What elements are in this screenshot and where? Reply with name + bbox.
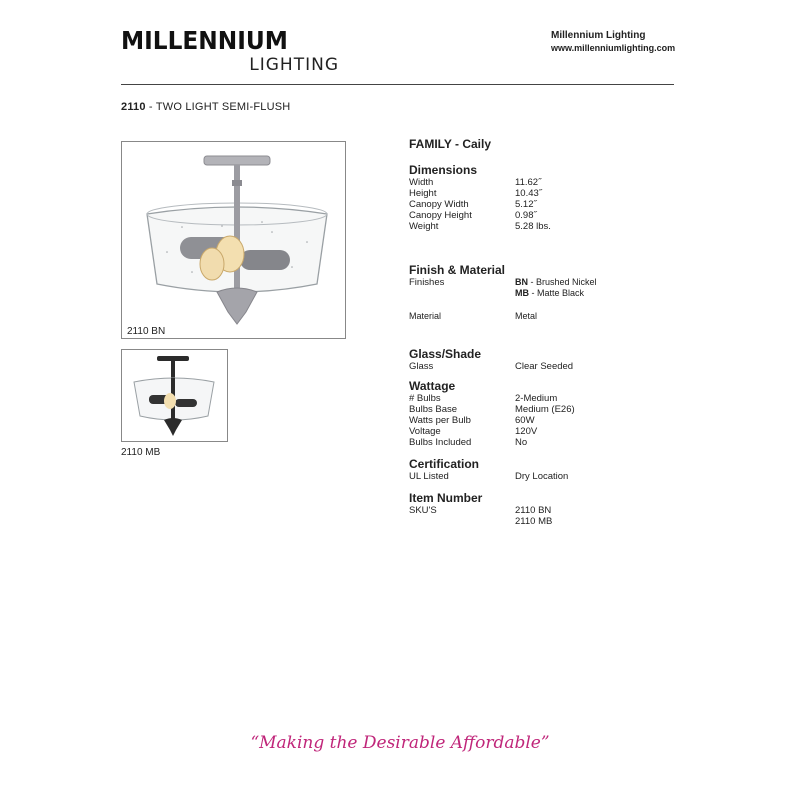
spec-row	[409, 393, 669, 404]
main-image-caption: 2110 BN	[127, 326, 166, 337]
finish-text: - Matte Black	[529, 288, 585, 298]
spec-value: 2110 BN	[515, 505, 552, 516]
spec-value: 5.28 lbs.	[515, 221, 551, 232]
spec-row	[409, 516, 669, 527]
spec-key: Height	[409, 188, 437, 199]
spec-row	[409, 188, 669, 199]
spec-key: Canopy Width	[409, 199, 469, 210]
product-image-matte-black	[121, 349, 228, 442]
spec-row	[409, 177, 669, 188]
finish-code: BN	[515, 277, 528, 287]
company-info	[551, 30, 675, 54]
finish-bn	[515, 277, 669, 288]
product-title: - TWO LIGHT SEMI-FLUSH	[145, 101, 291, 113]
product-image-brushed-nickel	[121, 141, 346, 339]
finish-code: MB	[515, 288, 529, 298]
spec-row	[409, 404, 669, 415]
spec-value: Medium (E26)	[515, 404, 575, 415]
spec-key: Canopy Height	[409, 210, 472, 221]
spec-row	[409, 361, 669, 372]
spec-key: UL Listed	[409, 471, 449, 482]
dimensions-table	[409, 177, 669, 232]
spec-key: Material	[409, 311, 442, 321]
spec-key-empty	[409, 516, 515, 527]
spec-key: Finishes	[409, 277, 445, 288]
spec-row	[409, 199, 669, 210]
spec-row	[409, 471, 669, 482]
wattage-table	[409, 393, 669, 448]
tagline: “Making the Desirable Affordable”	[250, 733, 550, 753]
company-name: Millennium Lighting	[551, 30, 646, 41]
spec-row	[409, 426, 669, 437]
spec-key: # Bulbs	[409, 393, 441, 404]
brand-logo	[121, 28, 339, 75]
header-divider	[121, 84, 674, 85]
wattage-title: Wattage	[409, 379, 456, 393]
material-row	[409, 311, 669, 322]
spec-row	[409, 437, 669, 448]
finish-table	[409, 277, 669, 299]
spec-row	[409, 415, 669, 426]
spec-key: Bulbs Base	[409, 404, 458, 415]
spec-key: Glass	[409, 361, 434, 372]
logo-subtitle: LIGHTING	[249, 55, 339, 75]
spec-value: Dry Location	[515, 471, 569, 482]
spec-value: 2110 MB	[515, 516, 553, 527]
spec-value: 11.62˝	[515, 177, 542, 188]
logo-wordmark: MILLENNIUM	[121, 26, 288, 55]
spec-value: 0.98˝	[515, 210, 537, 221]
spec-key: Width	[409, 177, 434, 188]
item-number-title: Item Number	[409, 491, 483, 505]
product-sku: 2110	[121, 101, 146, 113]
spec-row	[409, 505, 669, 516]
spec-value: 120V	[515, 426, 538, 437]
spec-value: 10.43˝	[515, 188, 542, 199]
spec-key: SKU'S	[409, 505, 437, 516]
spec-key: Bulbs Included	[409, 437, 472, 448]
spec-key-empty	[409, 288, 515, 299]
spec-value: Metal	[515, 311, 538, 321]
spec-key: Weight	[409, 221, 439, 232]
spec-row	[409, 221, 669, 232]
small-image-caption: 2110 MB	[121, 447, 161, 458]
spec-key: Watts per Bulb	[409, 415, 471, 426]
finish-text: - Brushed Nickel	[528, 277, 597, 287]
spec-row	[409, 288, 669, 299]
spec-row	[409, 277, 669, 288]
spec-value: No	[515, 437, 528, 448]
family-name: FAMILY - Caily	[409, 137, 492, 151]
spec-row	[409, 210, 669, 221]
certification-title: Certification	[409, 457, 480, 471]
company-website[interactable]: www.millenniumlighting.com	[551, 43, 676, 53]
spec-value: 2-Medium	[515, 393, 558, 404]
dimensions-title: Dimensions	[409, 163, 478, 177]
spec-key: Voltage	[409, 426, 441, 437]
spec-value: 5.12˝	[515, 199, 537, 210]
product-heading	[121, 101, 290, 113]
finish-material-title: Finish & Material	[409, 263, 506, 277]
spec-value: Clear Seeded	[515, 361, 574, 372]
glass-shade-title: Glass/Shade	[409, 347, 482, 361]
spec-sheet	[409, 137, 669, 527]
spec-value: 60W	[515, 415, 535, 426]
finish-mb	[515, 288, 669, 299]
